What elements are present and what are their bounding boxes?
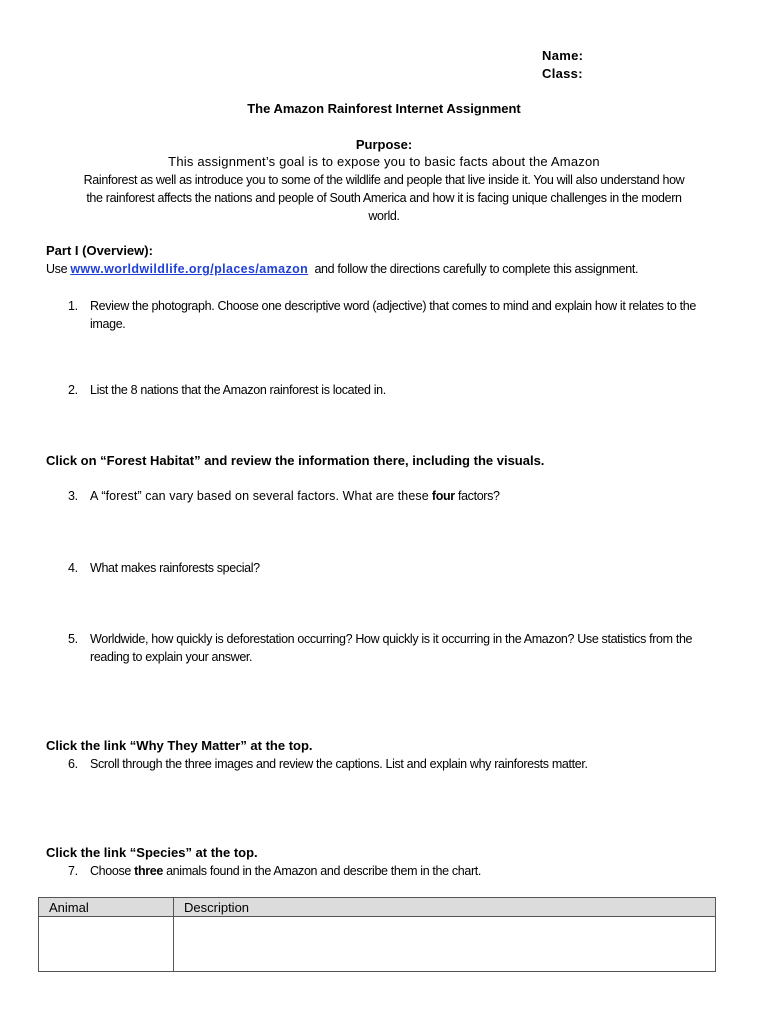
section-species: Click the link “Species” at the top. — [46, 845, 258, 860]
chart-row — [39, 917, 716, 972]
chart-header-row — [39, 898, 716, 917]
worldwildlife-link[interactable]: www.worldwildlife.org/places/amazon — [70, 262, 309, 276]
purpose-line-4: world. — [368, 209, 400, 223]
question-5 — [68, 630, 718, 666]
section-why-they-matter: Click the link “Why They Matter” at the top. — [46, 738, 313, 753]
question-2 — [68, 381, 718, 399]
question-number: 5. — [68, 632, 78, 646]
purpose-label: Purpose: — [355, 137, 413, 152]
purpose-line-1: This assignment’s goal is to expose you to basic facts about the Amazon — [168, 154, 600, 169]
emphasis-four: four — [431, 489, 455, 503]
chart-header-animal: Animal — [39, 898, 174, 917]
class-label: Class: — [542, 66, 583, 81]
question-number: 7. — [68, 864, 78, 878]
question-text: What makes rainforests special? — [90, 561, 260, 575]
question-number: 6. — [68, 757, 78, 771]
question-text-end: factors? — [457, 489, 500, 503]
question-text: Choose — [90, 864, 131, 878]
page-title: The Amazon Rainforest Internet Assignment — [247, 101, 521, 116]
animal-chart — [38, 897, 716, 972]
section-forest-habitat: Click on “Forest Habitat” and review the information there, including the visuals. — [46, 453, 545, 468]
description-cell[interactable] — [174, 917, 716, 972]
question-7 — [68, 862, 718, 880]
question-number: 2. — [68, 383, 78, 397]
use-suffix: and follow the directions carefully to complete this assignment. — [314, 262, 639, 276]
purpose-text — [40, 153, 728, 225]
use-prefix: Use — [46, 262, 68, 276]
question-text: A “forest” can vary based on several factors. What are these — [90, 489, 429, 503]
chart-header-description: Description — [174, 898, 716, 917]
question-number: 3. — [68, 489, 78, 503]
emphasis-three: three — [134, 864, 163, 878]
question-6 — [68, 755, 718, 773]
part1-instructions — [46, 262, 638, 276]
question-text-end: animals found in the Amazon and describe them in the chart. — [166, 864, 482, 878]
purpose-line-2: Rainforest as well as introduce you to some of the wildlife and people that live inside it. You will also understand how — [83, 173, 685, 187]
question-number: 4. — [68, 561, 78, 575]
animal-cell[interactable] — [39, 917, 174, 972]
question-3 — [68, 487, 718, 505]
purpose-line-3: the rainforest affects the nations and people of South America and how it is facing unique challenges in the modern — [86, 191, 682, 205]
part1-heading: Part I (Overview): — [46, 243, 153, 258]
question-text: Review the photograph. Choose one descriptive word (adjective) that comes to mind and explain how it relates to the image. — [90, 299, 696, 331]
name-label: Name: — [542, 48, 584, 63]
question-text: Worldwide, how quickly is deforestation occurring? How quickly is it occurring in the Amazon? Use statistics from the reading to explain your answer. — [90, 632, 693, 664]
question-text: Scroll through the three images and review the captions. List and explain why rainforests matter. — [90, 757, 588, 771]
question-4 — [68, 559, 718, 577]
question-1 — [68, 297, 718, 333]
question-number: 1. — [68, 299, 78, 313]
question-text: List the 8 nations that the Amazon rainforest is located in. — [90, 383, 386, 397]
